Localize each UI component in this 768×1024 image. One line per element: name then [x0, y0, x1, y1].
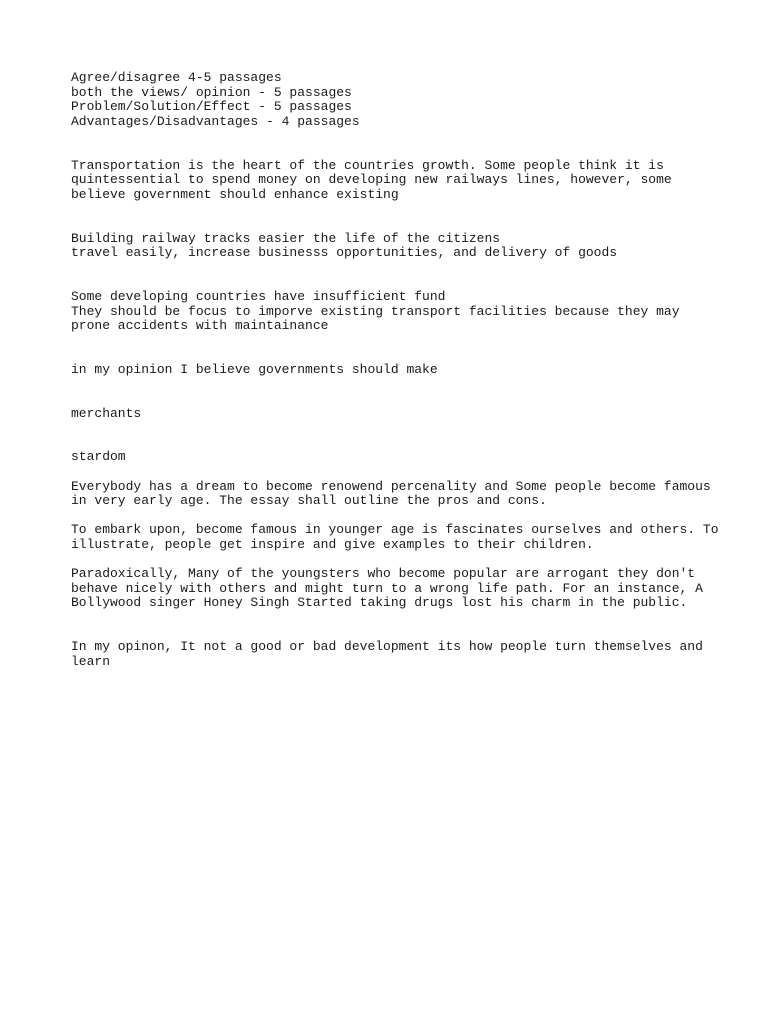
- blank-line: [71, 436, 711, 451]
- text-line: They should be focus to imporve existing transport facilities because they may: [71, 303, 680, 319]
- document-body[interactable]: [71, 70, 719, 669]
- text-line: Problem/Solution/Effect - 5 passages: [71, 99, 352, 115]
- blank-line: [71, 611, 711, 626]
- blank-line: [71, 202, 711, 217]
- text-line: Agree/disagree 4-5 passages: [71, 70, 282, 85]
- blank-line: [71, 509, 711, 524]
- text-line: behave nicely with others and might turn to a wrong life path. For an instance, A: [71, 580, 703, 596]
- blank-line: [71, 261, 711, 276]
- text-line: prone accidents with maintainance: [71, 318, 329, 334]
- text-line: To embark upon, become famous in younger age is fascinates ourselves and others. To: [71, 522, 719, 538]
- blank-line: [71, 144, 711, 159]
- text-line: believe government should enhance existing: [71, 186, 399, 202]
- blank-line: [71, 465, 711, 480]
- text-line: In my opinon, It not a good or bad development its how people turn themselves and: [71, 639, 703, 655]
- blank-line: [71, 348, 711, 363]
- blank-line: [71, 334, 711, 349]
- text-line: Everybody has a dream to become renowend percenality and Some people become famous: [71, 478, 711, 494]
- blank-line: [71, 421, 711, 436]
- blank-line: [71, 217, 711, 232]
- text-line: learn: [71, 653, 111, 669]
- text-line: Transportation is the heart of the countries growth. Some people think it is: [71, 157, 664, 173]
- blank-line: [71, 392, 711, 407]
- text-line: Bollywood singer Honey Singh Started taking drugs lost his charm in the public.: [71, 595, 688, 611]
- blank-line: [71, 553, 711, 568]
- blank-line: [71, 626, 711, 641]
- text-line: stardom: [71, 449, 126, 465]
- blank-line: [71, 275, 711, 290]
- text-line: Advantages/Disadvantages - 4 passages: [71, 113, 360, 129]
- text-line: Building railway tracks easier the life of the citizens: [71, 230, 501, 246]
- text-line: both the views/ opinion - 5 passages: [71, 84, 352, 100]
- text-line: in very early age. The essay shall outline the pros and cons.: [71, 493, 547, 509]
- blank-line: [71, 129, 711, 144]
- blank-line: [71, 377, 711, 392]
- text-line: merchants: [71, 405, 142, 421]
- text-line: Paradoxically, Many of the youngsters who become popular are arrogant they don't: [71, 566, 696, 582]
- text-line: Some developing countries have insufficient fund: [71, 288, 446, 304]
- text-line: quintessential to spend money on developing new railways lines, however, some: [71, 172, 672, 188]
- text-line: travel easily, increase businesss opportunities, and delivery of goods: [71, 245, 618, 261]
- text-line: illustrate, people get inspire and give examples to their children.: [71, 537, 594, 552]
- text-line: in my opinion I believe governments should make: [71, 361, 438, 377]
